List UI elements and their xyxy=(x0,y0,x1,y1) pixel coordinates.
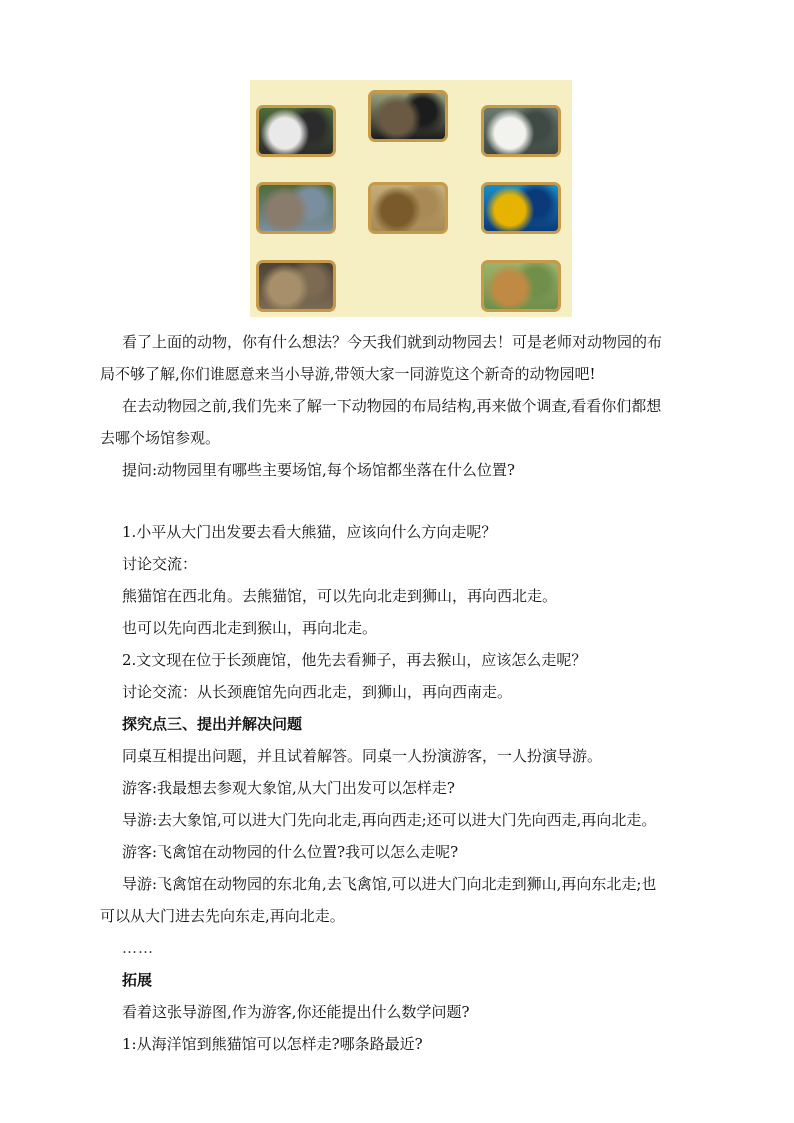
dialog-tourist-2: 游客:飞禽馆在动物园的什么位置?我可以怎么走呢? xyxy=(122,843,459,861)
extend-prompt: 看着这张导游图,作为游客,你还能提出什么数学问题? xyxy=(122,1003,470,1021)
lion-photo xyxy=(368,182,448,234)
answer-2: 也可以先向西北走到猴山，再向北走。 xyxy=(122,619,378,637)
monkeys-photo xyxy=(256,260,336,312)
ellipsis: …… xyxy=(122,939,154,957)
elephant-photo xyxy=(256,182,336,234)
paragraph-intro-line1: 看了上面的动物，你有什么想法？今天我们就到动物园去！可是老师对动物园的布 xyxy=(122,333,663,351)
paragraph-layout-line2: 去哪个场馆参观。 xyxy=(100,429,221,447)
dialog-tourist-1: 游客:我最想去参观大象馆,从大门出发可以怎样走? xyxy=(122,779,455,797)
question-2: 2.文文现在位于长颈鹿馆，他先去看狮子，再去猴山，应该怎么走呢？ xyxy=(122,651,587,669)
section-heading-explore: 探究点三、提出并解决问题 xyxy=(122,715,303,733)
gorilla-photo xyxy=(368,90,448,142)
dialog-guide-2-line2: 可以从大门进去先向东走,再向北走。 xyxy=(100,907,345,925)
answer-3: 讨论交流：从长颈鹿馆先向西北走，到狮山，再向西南走。 xyxy=(122,683,513,701)
giraffes-photo xyxy=(481,260,561,312)
dialog-guide-2-line1: 导游:飞禽馆在动物园的东北角,去飞禽馆,可以进大门向北走到狮山,再向东北走;也 xyxy=(122,875,657,893)
answer-1: 熊猫馆在西北角。去熊猫馆，可以先向北走到狮山，再向西北走。 xyxy=(122,587,558,605)
paragraph-intro-line2: 局不够了解,你们谁愿意来当小导游,带领大家一同游览这个新奇的动物园吧! xyxy=(100,365,596,383)
extend-question-1: 1:从海洋馆到熊猫馆可以怎样走?哪条路最近? xyxy=(122,1035,423,1053)
question-1: 1.小平从大门出发要去看大熊猫，应该向什么方向走呢？ xyxy=(122,523,497,541)
fish-photo xyxy=(481,182,561,234)
paragraph-layout-line1: 在去动物园之前,我们先来了解一下动物园的布局结构,再来做个调查,看看你们都想 xyxy=(122,397,662,415)
discussion-label: 讨论交流： xyxy=(122,555,198,573)
section-heading-extend: 拓展 xyxy=(122,971,153,989)
question-prompt: 提问:动物园里有哪些主要场馆,每个场馆都坐落在什么位置? xyxy=(122,461,515,479)
panda-photo xyxy=(256,105,336,157)
swan-photo xyxy=(481,105,561,157)
dialog-guide-1: 导游:去大象馆,可以进大门先向北走,再向西走;还可以进大门先向西走,再向北走。 xyxy=(122,811,657,829)
animal-photo-collage xyxy=(250,80,572,317)
task-instruction: 同桌互相提出问题，并且试着解答。同桌一人扮演游客，一人扮演导游。 xyxy=(122,747,603,765)
